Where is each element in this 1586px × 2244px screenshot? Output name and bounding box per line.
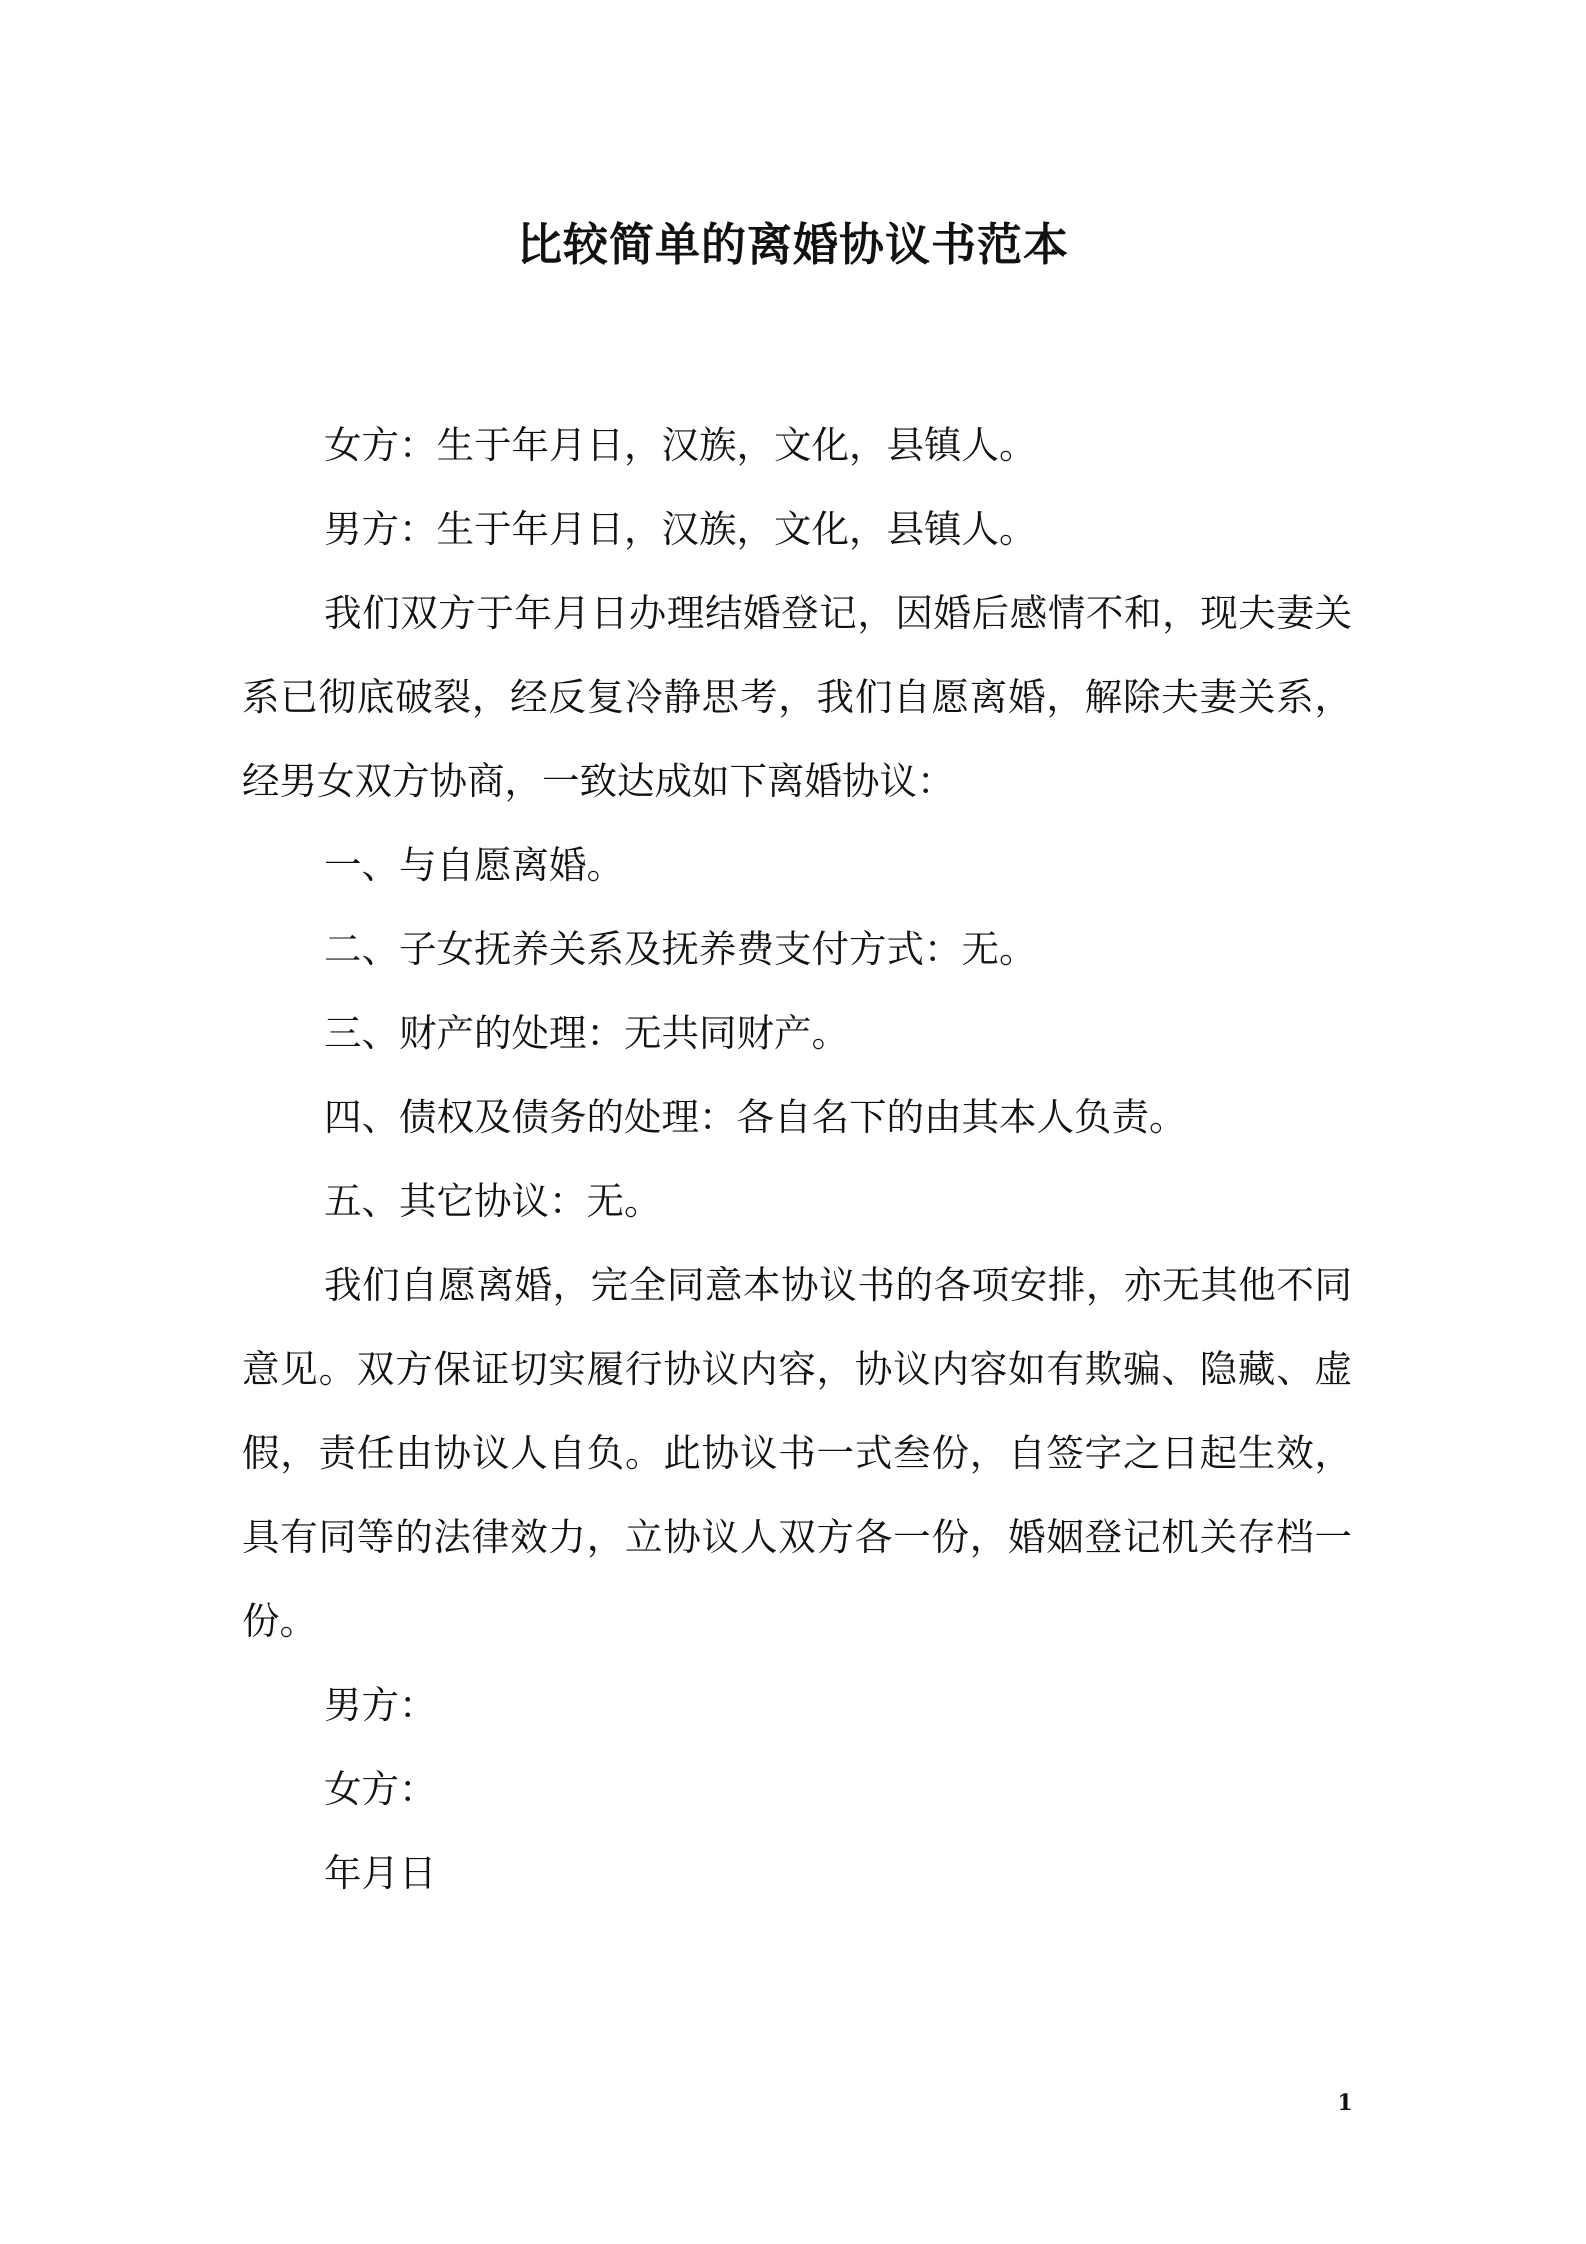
paragraph-closing: 我们自愿离婚，完全同意本协议书的各项安排，亦无其他不同意见。双方保证切实履行协议内容，协议内容如有欺骗、隐藏、虚假，责任由协议人自负。此协议书一式叁份，自签字之日起生效，具有同等的法律效力，立协议人双方各一份，婚姻登记机关存档一份。: [242, 1263, 1352, 1643]
clause-3: 三、财产的处理：无共同财产。: [324, 1011, 849, 1055]
clause-4: 四、债权及债务的处理：各自名下的由其本人负责。: [324, 1095, 1187, 1139]
paragraph-husband-info: 男方：生于年月日，汉族，文化，县镇人。: [324, 507, 1037, 551]
paragraph-wife-info: 女方：生于年月日，汉族，文化，县镇人。: [324, 423, 1037, 467]
signature-husband: 男方：: [324, 1683, 437, 1727]
page-number: 1: [1337, 2090, 1353, 2116]
clause-1: 一、与自愿离婚。: [324, 843, 624, 887]
clause-5: 五、其它协议：无。: [324, 1179, 662, 1223]
signature-date: 年月日: [324, 1851, 437, 1895]
document-title: 比较简单的离婚协议书范本: [516, 218, 1069, 271]
paragraph-intro: 我们双方于年月日办理结婚登记，因婚后感情不和，现夫妻关系已彻底破裂，经反复冷静思考，我们自愿离婚，解除夫妻关系，经男女双方协商，一致达成如下离婚协议：: [242, 591, 1352, 803]
document-body: [242, 403, 1352, 1915]
clause-2: 二、子女抚养关系及抚养费支付方式：无。: [324, 927, 1037, 971]
signature-wife: 女方：: [324, 1767, 437, 1811]
